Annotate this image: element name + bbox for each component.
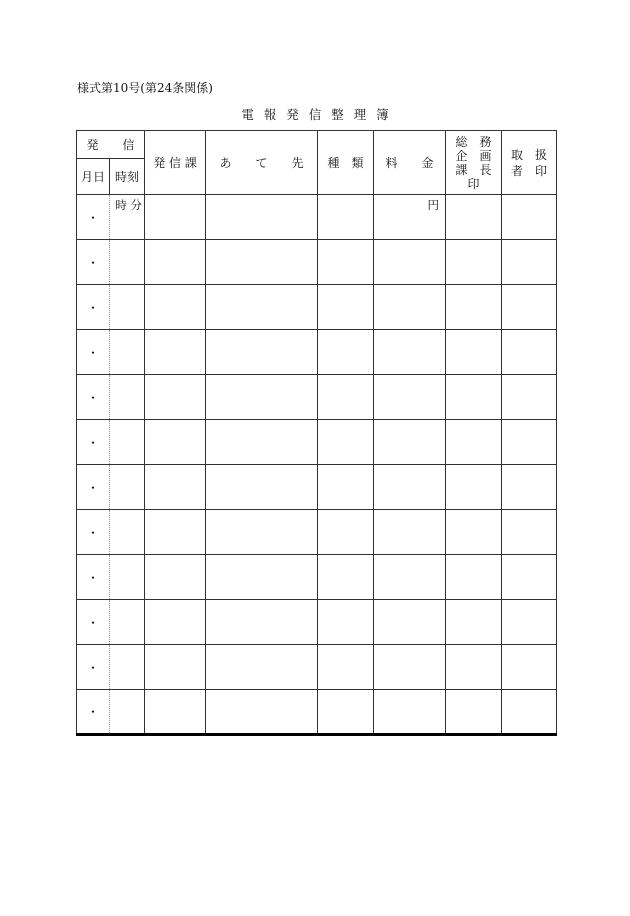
- table-row: [77, 420, 557, 465]
- cell-dept[interactable]: [145, 645, 206, 690]
- cell-month-day[interactable]: [77, 510, 110, 555]
- time-unit-label: 時 分: [115, 198, 143, 212]
- cell-month-day[interactable]: [77, 420, 110, 465]
- header-fee: 料 金: [374, 131, 446, 195]
- cell-handler-seal[interactable]: [502, 690, 557, 735]
- date-separator-dot: ・: [86, 570, 99, 585]
- cell-soumu-seal[interactable]: [446, 555, 502, 600]
- cell-fee[interactable]: [374, 285, 446, 330]
- cell-fee[interactable]: [374, 510, 446, 555]
- cell-dept[interactable]: [145, 465, 206, 510]
- cell-fee[interactable]: [374, 465, 446, 510]
- header-type: 種 類: [318, 131, 374, 195]
- date-separator-dot: ・: [86, 345, 99, 360]
- header-dept: 発 信 課: [145, 131, 206, 195]
- handler-line-1: 取 扱: [511, 147, 548, 162]
- cell-type[interactable]: [318, 645, 374, 690]
- cell-dept[interactable]: [145, 330, 206, 375]
- cell-soumu-seal[interactable]: [446, 195, 502, 240]
- document-title: 電 報 発 信 整 理 簿: [241, 107, 389, 122]
- cell-soumu-seal[interactable]: [446, 330, 502, 375]
- cell-handler-seal[interactable]: [502, 465, 557, 510]
- cell-fee[interactable]: [374, 375, 446, 420]
- cell-time[interactable]: [110, 420, 145, 465]
- cell-handler-seal[interactable]: [502, 195, 557, 240]
- cell-soumu-seal[interactable]: [446, 510, 502, 555]
- cell-soumu-seal[interactable]: [446, 645, 502, 690]
- cell-month-day[interactable]: [77, 465, 110, 510]
- cell-destination[interactable]: [206, 555, 318, 600]
- cell-handler-seal[interactable]: [502, 420, 557, 465]
- cell-fee[interactable]: [374, 420, 446, 465]
- cell-type[interactable]: [318, 600, 374, 645]
- table-row: [77, 600, 557, 645]
- cell-soumu-seal[interactable]: [446, 600, 502, 645]
- cell-month-day[interactable]: [77, 375, 110, 420]
- date-separator-dot: ・: [86, 480, 99, 495]
- cell-month-day[interactable]: [77, 330, 110, 375]
- cell-destination[interactable]: [206, 465, 318, 510]
- cell-type[interactable]: [318, 555, 374, 600]
- cell-fee[interactable]: [374, 330, 446, 375]
- date-separator-dot: ・: [86, 705, 99, 719]
- date-separator-dot: ・: [86, 660, 99, 675]
- soumu-line-4: 印: [467, 176, 480, 191]
- cell-time[interactable]: [110, 510, 145, 555]
- table-row: [77, 510, 557, 555]
- cell-destination[interactable]: [206, 510, 318, 555]
- cell-handler-seal[interactable]: [502, 330, 557, 375]
- cell-handler-seal[interactable]: [502, 285, 557, 330]
- cell-fee[interactable]: [374, 600, 446, 645]
- header-handler: [502, 131, 557, 195]
- cell-handler-seal[interactable]: [502, 555, 557, 600]
- table-row: [77, 285, 557, 330]
- table-row: [77, 240, 557, 285]
- cell-dept[interactable]: [145, 510, 206, 555]
- header-hasshin: 発 信: [77, 131, 145, 159]
- cell-soumu-seal[interactable]: [446, 375, 502, 420]
- date-separator-dot: ・: [86, 210, 99, 225]
- soumu-line-3: 課 長: [455, 162, 492, 177]
- cell-type[interactable]: [318, 690, 374, 735]
- cell-dept[interactable]: [145, 600, 206, 645]
- cell-time[interactable]: [110, 600, 145, 645]
- cell-soumu-seal[interactable]: [446, 420, 502, 465]
- cell-month-day[interactable]: [77, 645, 110, 690]
- cell-destination[interactable]: [206, 285, 318, 330]
- cell-soumu-seal[interactable]: [446, 690, 502, 735]
- table-row: [77, 375, 557, 420]
- date-separator-dot: ・: [86, 300, 99, 315]
- table-row: [77, 195, 557, 240]
- cell-fee[interactable]: [374, 555, 446, 600]
- cell-time[interactable]: [110, 645, 145, 690]
- cell-destination[interactable]: [206, 645, 318, 690]
- date-separator-dot: ・: [86, 525, 99, 540]
- cell-handler-seal[interactable]: [502, 600, 557, 645]
- cell-fee[interactable]: [374, 240, 446, 285]
- cell-month-day[interactable]: [77, 555, 110, 600]
- date-separator-dot: ・: [86, 615, 99, 630]
- table-row: [77, 690, 557, 735]
- cell-soumu-seal[interactable]: [446, 465, 502, 510]
- cell-soumu-seal[interactable]: [446, 285, 502, 330]
- date-separator-dot: ・: [86, 390, 99, 405]
- cell-month-day[interactable]: [77, 285, 110, 330]
- cell-type[interactable]: [318, 510, 374, 555]
- cell-month-day[interactable]: [77, 690, 110, 735]
- header-soumu-approval: [446, 131, 502, 195]
- table-body: [77, 195, 557, 735]
- cell-time[interactable]: [110, 465, 145, 510]
- cell-dept[interactable]: [145, 240, 206, 285]
- cell-handler-seal[interactable]: [502, 645, 557, 690]
- table-row: [77, 555, 557, 600]
- cell-destination[interactable]: [206, 195, 318, 240]
- header-month-day: 月日: [77, 159, 110, 195]
- cell-type[interactable]: [318, 330, 374, 375]
- cell-time[interactable]: [110, 195, 145, 240]
- cell-destination[interactable]: [206, 240, 318, 285]
- handler-line-2: 者 印: [511, 163, 548, 178]
- date-separator-dot: ・: [86, 255, 99, 270]
- cell-fee[interactable]: [374, 690, 446, 735]
- cell-destination[interactable]: [206, 690, 318, 735]
- cell-type[interactable]: [318, 285, 374, 330]
- header-row-1: [77, 131, 557, 159]
- cell-type[interactable]: [318, 195, 374, 240]
- cell-handler-seal[interactable]: [502, 375, 557, 420]
- yen-unit-label: 円: [427, 198, 440, 212]
- cell-type[interactable]: [318, 375, 374, 420]
- cell-month-day[interactable]: [77, 600, 110, 645]
- cell-dept[interactable]: [145, 690, 206, 735]
- cell-time[interactable]: [110, 690, 145, 735]
- cell-dept[interactable]: [145, 555, 206, 600]
- cell-month-day[interactable]: [77, 240, 110, 285]
- cell-time[interactable]: [110, 330, 145, 375]
- cell-time[interactable]: [110, 555, 145, 600]
- date-separator-dot: ・: [86, 435, 99, 450]
- cell-time[interactable]: [110, 285, 145, 330]
- cell-type[interactable]: [318, 240, 374, 285]
- cell-handler-seal[interactable]: [502, 240, 557, 285]
- cell-handler-seal[interactable]: [502, 510, 557, 555]
- table-row: [77, 465, 557, 510]
- table-row: [77, 330, 557, 375]
- cell-destination[interactable]: [206, 375, 318, 420]
- table-row: [77, 645, 557, 690]
- cell-destination[interactable]: [206, 330, 318, 375]
- soumu-line-2: 企 画: [455, 148, 492, 163]
- cell-destination[interactable]: [206, 420, 318, 465]
- telegram-register-table: [76, 130, 557, 736]
- cell-time[interactable]: [110, 375, 145, 420]
- cell-type[interactable]: [318, 420, 374, 465]
- cell-time[interactable]: [110, 240, 145, 285]
- cell-month-day[interactable]: [77, 195, 110, 240]
- cell-dept[interactable]: [145, 285, 206, 330]
- cell-fee[interactable]: [374, 645, 446, 690]
- soumu-line-1: 総 務: [455, 134, 492, 149]
- header-time: 時刻: [110, 159, 145, 195]
- cell-type[interactable]: [318, 465, 374, 510]
- cell-dept[interactable]: [145, 420, 206, 465]
- cell-soumu-seal[interactable]: [446, 240, 502, 285]
- header-destination: あ て 先: [206, 131, 318, 195]
- cell-destination[interactable]: [206, 600, 318, 645]
- form-number: 様式第10号(第24条関係): [77, 81, 213, 95]
- cell-fee[interactable]: [374, 195, 446, 240]
- cell-dept[interactable]: [145, 375, 206, 420]
- cell-dept[interactable]: [145, 195, 206, 240]
